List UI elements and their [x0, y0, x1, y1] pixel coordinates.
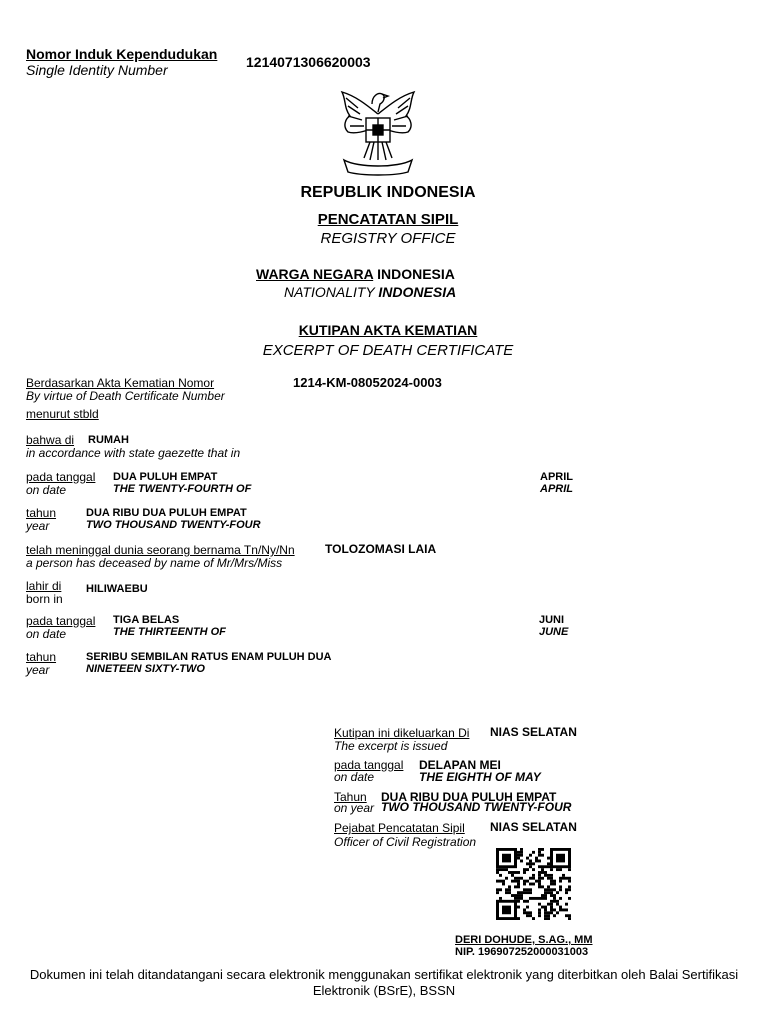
issue-date-value-en: THE EIGHTH OF MAY	[419, 770, 541, 784]
birth-year-label-en: year	[26, 663, 50, 677]
nationality-line	[256, 266, 455, 282]
name-label: telah meninggal dunia seorang bernama Tn/Ny/Nn	[26, 543, 295, 557]
death-year: DUA RIBU DUA PULUH EMPAT	[86, 507, 247, 519]
officer-place: NIAS SELATAN	[490, 820, 577, 834]
stbld-label: menurut stbld	[26, 407, 99, 421]
cert-label-en: By virtue of Death Certificate Number	[26, 389, 225, 403]
birth-month-en: JUNE	[539, 626, 569, 638]
death-month-en: APRIL	[540, 483, 573, 495]
issue-year-value-en: TWO THOUSAND TWENTY-FOUR	[381, 800, 572, 814]
garuda-emblem-icon	[328, 86, 428, 176]
birth-year: SERIBU SEMBILAN RATUS ENAM PULUH DUA	[86, 651, 332, 663]
death-date-label-en: on date	[26, 483, 67, 497]
signer-nip: NIP. 196907252000031003	[455, 946, 589, 958]
death-day: DUA PULUH EMPAT	[113, 471, 218, 483]
signer-name: DERI DOHUDE, S.AG., MM	[455, 934, 593, 946]
issue-date-value: DELAPAN MEI	[419, 758, 501, 772]
name-label-en: a person has deceased by name of Mr/Mrs/Miss	[26, 556, 283, 570]
place-value: RUMAH	[88, 434, 129, 446]
issue-date-label-en: on date	[334, 770, 375, 784]
office-title: PENCATATAN SIPIL	[317, 211, 459, 228]
issued-place: NIAS SELATAN	[490, 725, 577, 739]
birthplace-label-en: born in	[26, 592, 63, 606]
birth-day: TIGA BELAS	[113, 614, 180, 626]
issue-year-value: DUA RIBU DUA PULUH EMPAT	[381, 790, 557, 804]
death-day-en: THE TWENTY-FOURTH OF	[113, 483, 252, 495]
place-label-en: in accordance with state gaezette that in	[26, 446, 241, 460]
birth-year-label: tahun	[26, 650, 57, 664]
issue-year-label: Tahun	[334, 790, 367, 804]
doc-title: KUTIPAN AKTA KEMATIAN	[298, 322, 478, 338]
nationality-label: WARGA NEGARA	[256, 266, 374, 282]
birthplace-value: HILIWAEBU	[86, 583, 148, 595]
officer-label: Pejabat Pencatatan Sipil	[334, 821, 465, 835]
birth-date-label-en: on date	[26, 627, 67, 641]
death-month: APRIL	[540, 471, 573, 483]
nik-value: 1214071306620003	[246, 54, 371, 70]
qr-code-icon	[496, 848, 572, 920]
cert-label: Berdasarkan Akta Kematian Nomor	[26, 376, 215, 390]
issued-label: Kutipan ini dikeluarkan Di	[334, 726, 470, 740]
nationality-line-en	[284, 284, 456, 300]
death-date-label: pada tanggal	[26, 470, 96, 484]
death-year-label: tahun	[26, 506, 57, 520]
nik-label: Nomor Induk Kependudukan	[26, 46, 218, 62]
death-year-label-en: year	[26, 519, 50, 533]
birth-day-en: THE THIRTEENTH OF	[113, 626, 226, 638]
place-label: bahwa di	[26, 433, 75, 447]
nationality-value-en: INDONESIA	[378, 284, 457, 300]
doc-title-en: EXCERPT OF DEATH CERTIFICATE	[262, 342, 514, 359]
nationality-label-en: NATIONALITY	[284, 284, 375, 300]
issue-year-label-en: on year	[334, 801, 375, 815]
death-year-en: TWO THOUSAND TWENTY-FOUR	[86, 519, 261, 531]
issued-label-en: The excerpt is issued	[334, 739, 448, 753]
birth-month: JUNI	[539, 614, 565, 626]
office-title-en: REGISTRY OFFICE	[320, 230, 456, 247]
footer-line-2: Elektronik (BSrE), BSSN	[312, 983, 456, 998]
issue-date-label: pada tanggal	[334, 758, 404, 772]
officer-label-en: Officer of Civil Registration	[334, 835, 477, 849]
birth-year-en: NINETEEN SIXTY-TWO	[86, 663, 205, 675]
deceased-name: TOLOZOMASI LAIA	[325, 542, 437, 556]
birth-date-label: pada tanggal	[26, 614, 96, 628]
cert-number: 1214-KM-08052024-0003	[293, 375, 442, 390]
birthplace-label: lahir di	[26, 579, 62, 593]
nationality-value: INDONESIA	[377, 266, 455, 282]
footer-line-1: Dokumen ini telah ditandatangani secara elektronik menggunakan sertifikat elektronik yang diterbitkan oleh Balai Sertifikasi	[29, 967, 739, 982]
country-title: REPUBLIK INDONESIA	[300, 184, 476, 201]
nik-label-en: Single Identity Number	[26, 62, 168, 78]
